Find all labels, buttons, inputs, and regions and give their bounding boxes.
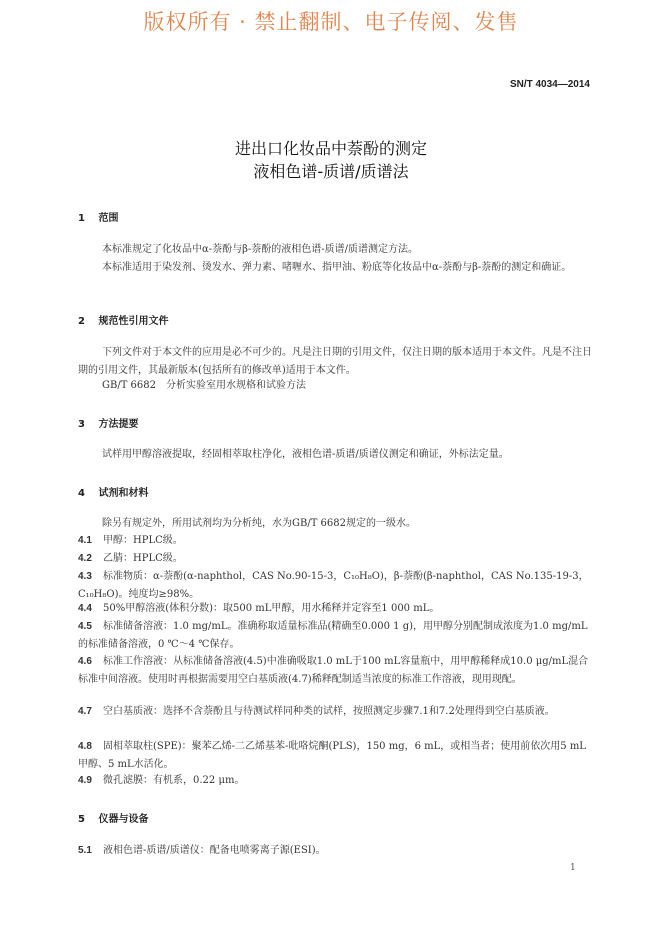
item-text: 液相色谱-质谱/质谱仪：配备电喷雾离子源(ESI)。 [103, 845, 326, 856]
section-title: 方法提要 [98, 419, 139, 430]
section-title: 范围 [98, 213, 119, 224]
item-text: 标准储备溶液：1.0 mg/mL。准确称取适量标准品(精确至0.000 1 g)，用甲醇分别配制成浓度为1.0 mg/mL的标准储备溶液，0 ℃～4 ℃保存。 [78, 621, 588, 650]
section-number: 1 [78, 213, 85, 224]
page-number: 1 [570, 863, 576, 873]
section-number: 5 [78, 814, 85, 825]
section-number: 2 [78, 316, 85, 327]
section-title: 仪器与设备 [98, 814, 149, 825]
section-title: 规范性引用文件 [98, 316, 169, 327]
item-4-5 [78, 618, 593, 654]
section-title: 试剂和材料 [98, 488, 149, 499]
item-number: 4.1 [78, 535, 92, 546]
scope-paragraph-2: 本标准适用于染发剂、烫发水、弹力素、啫喱水、指甲油、粉底等化妆品中α-萘酚与β-萘酚的测定和确证。 [102, 262, 572, 273]
item-4-8 [78, 738, 593, 774]
item-number: 4.6 [78, 656, 92, 667]
item-number: 4.7 [78, 706, 92, 717]
section-heading-scope [78, 209, 118, 224]
item-number: 4.2 [78, 553, 92, 564]
item-text: 50%甲醇溶液(体积分数)：取500 mL甲醇，用水稀释并定容至1 000 mL。 [103, 603, 440, 614]
item-5-1 [78, 842, 593, 860]
item-text: 空白基质液：选择不含萘酚且与待测试样同种类的试样，按照测定步骤7.1和7.2处理得到空白基质液。 [103, 706, 555, 717]
method-summary-paragraph: 试样用甲醇溶液提取，经固相萃取柱净化，液相色谱-质谱/质谱仪测定和确证，外标法定量。 [102, 449, 509, 460]
item-number: 4.9 [78, 775, 92, 786]
item-4-1 [78, 532, 593, 550]
copyright-watermark: 版权所有 · 禁止翻制、电子传阅、发售 [143, 10, 519, 34]
item-4-9 [78, 772, 593, 790]
standard-code: SN/T 4034—2014 [509, 79, 590, 90]
section-heading-method-summary [78, 415, 138, 430]
reagents-intro: 除另有规定外，所用试剂均为分析纯，水为GB/T 6682规定的一级水。 [102, 518, 417, 529]
item-4-4 [78, 600, 593, 618]
section-number: 3 [78, 419, 85, 430]
item-text: 微孔滤膜：有机系，0.22 μm。 [103, 775, 245, 786]
document-subtitle: 液相色谱-质谱/质谱法 [253, 162, 409, 181]
item-text: 甲醇：HPLC级。 [103, 535, 183, 546]
section-heading-reagents [78, 484, 148, 499]
normative-paragraph: 下列文件对于本文件的应用是必不可少的。凡是注日期的引用文件，仅注日期的版本适用于本文件。凡是不注日期的引用文件，其最新版本(包括所有的修改单)适用于本文件。 [78, 347, 592, 376]
item-number: 4.8 [78, 741, 92, 752]
item-text: 标准工作溶液：从标准储备溶液(4.5)中准确吸取1.0 mL于100 mL容量瓶中，用甲醇稀释成10.0 μg/mL混合标准中间溶液。使用时再根据需要用空白基质液(4.7)稀释配制适当浓度的标准工作溶液，现用现配。 [78, 656, 589, 685]
item-text: 乙腈：HPLC级。 [103, 553, 183, 564]
item-text: 固相萃取柱(SPE)：聚苯乙烯-二乙烯基苯-吡咯烷酮(PLS)，150 mg，6 mL，或相当者；使用前依次用5 mL甲醇、5 mL水活化。 [78, 741, 586, 770]
item-number: 4.4 [78, 603, 92, 614]
item-number: 5.1 [78, 845, 92, 856]
section-number: 4 [78, 488, 85, 499]
item-4-3 [78, 568, 593, 604]
section-heading-apparatus [78, 810, 148, 825]
scope-paragraph-1: 本标准规定了化妆品中α-萘酚与β-萘酚的液相色谱-质谱/质谱测定方法。 [102, 244, 419, 255]
normative-reference-gbt6682: GB/T 6682 分析实验室用水规格和试验方法 [102, 380, 307, 391]
item-4-7 [78, 703, 593, 721]
item-text: 标准物质：α-萘酚(α-naphthol，CAS No.90-15-3，C₁₀H₈O)，β-萘酚(β-naphthol，CAS No.135-19-3，C₁₀H₈O)。纯度均≥98%。 [78, 571, 589, 600]
document-title: 进出口化妆品中萘酚的测定 [234, 139, 427, 158]
section-heading-normative-references [78, 312, 168, 327]
item-4-6 [78, 653, 593, 689]
item-number: 4.3 [78, 571, 92, 582]
item-4-2 [78, 550, 593, 568]
item-number: 4.5 [78, 621, 92, 632]
